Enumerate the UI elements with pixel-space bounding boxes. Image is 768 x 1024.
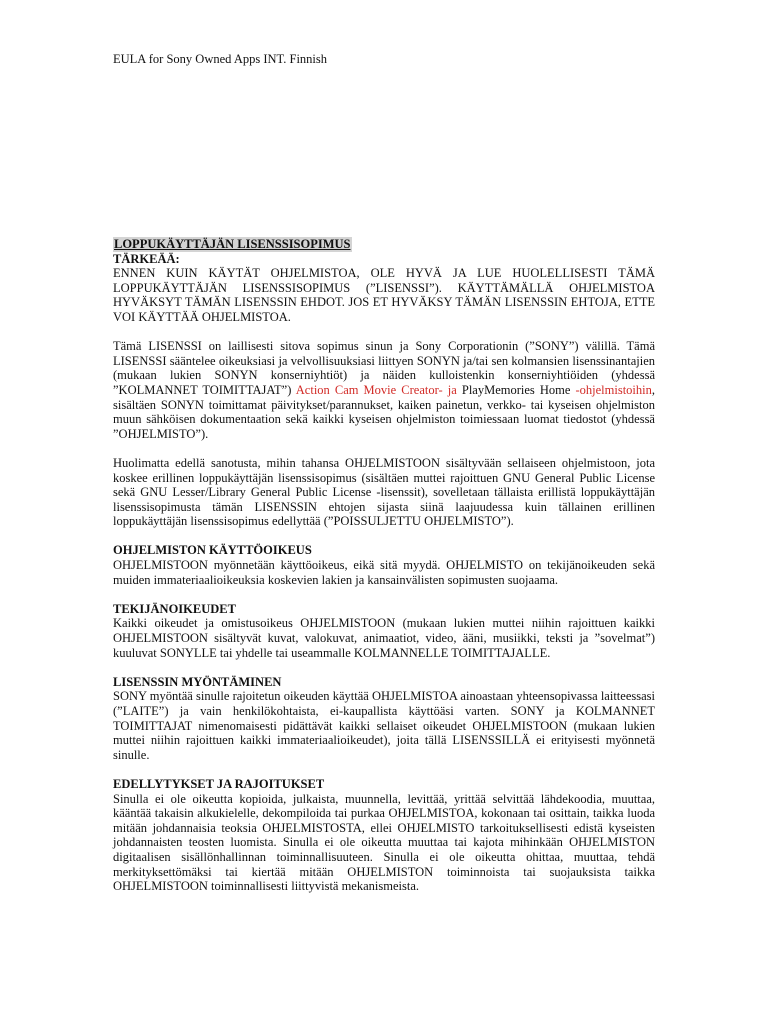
intro-text-start: Tämä LISENSSI on laillisesti sitova sopimus sinun ja Sony Corporationin (”SONY”) välillä. Tämä LISENSSI sääntelee oikeuksiasi ja velvollisuuksiasi liittyen SONYN ja/tai sen kolmansien lisenssinantajien (mukaan lukien SONYN konserniyhtiöt) ja näiden kulloistenkin konserniyhtiöiden (yhdessä ”KOLMANNET TOIMITTAJAT”) [113,339,655,397]
section-body-restrictions: Sinulla ei ole oikeutta kopioida, julkaista, muunnella, levittää, yrittää selvittää lähdekoodia, muuttaa, kääntää takaisin alkukielelle, dekompiloida tai purkaa OHJELMISTOA, kokonaan tai osittain, taikka luoda mitään johdannaisia teoksia OHJELMISTOSTA, ellei OHJELMISTO tarkoituksellisesti edistä kyseisten johdannaisten teosten luomista. Sinulla ei ole oikeutta muuttaa tai kajota mihinkään OHJELMISTON digitaalisen sisällönhallinnan toiminnallisuuteen. Sinulla ei ole oikeutta ohittaa, muuttaa, tehdä merkityksettömäksi tai kiertää mitään OHJELMISTON toiminnoista tai suojauksista taikka OHJELMISTOON toiminnallisesti liittyvistä mekanismeista. [113,791,655,894]
section-body-license: OHJELMISTOON myönnetään käyttöoikeus, eikä sitä myydä. OHJELMISTO on tekijänoikeuden sekä muiden immateriaalioikeuksia koskevien lakien ja kansainvälisten sopimusten suojaama. [113,558,655,587]
document-title: LOPPUKÄYTTÄJÄN LISENSSISOPIMUS [114,237,351,251]
intro-text-mid: PlayMemories Home [456,382,576,397]
document-header: EULA for Sony Owned Apps INT. Finnish [113,52,328,66]
section-body-copyright: Kaikki oikeudet ja omistusoikeus OHJELMISTOON (mukaan lukien muttei niihin rajoittuen kaikki OHJELMISTOON sisältyvät kuvat, valokuvat, animaatiot, video, ääni, musiikki, teksti ja ”sovelmat”) kuuluvat SONYLLE tai yhdelle tai useammalle KOLMANNELLE TOIMITTAJALLE. [113,616,655,660]
important-notice: ENNEN KUIN KÄYTÄT OHJELMISTOA, OLE HYVÄ JA LUE HUOLELLISESTI TÄMÄ LOPPUKÄYTTÄJÄN LISENSSISOPIMUS (”LISENSSI”). KÄYTTÄMÄLLÄ OHJELMISTOA HYVÄKSYT TÄMÄN LISENSSIN EHDOT. JOS ET HYVÄKSY TÄMÄN LISENSSIN EHTOJA, ETTE VOI KÄYTTÄÄ OHJELMISTOA. [113,266,655,324]
section-heading-grant: LISENSSIN MYÖNTÄMINEN [113,674,282,689]
important-label: TÄRKEÄÄ: [113,251,180,266]
section-heading-license: OHJELMISTON KÄYTTÖOIKEUS [113,543,312,558]
section-heading-copyright: TEKIJÄNOIKEUDET [113,601,236,616]
excluded-software-paragraph: Huolimatta edellä sanotusta, mihin tahansa OHJELMISTOON sisältyvään sellaiseen ohjelmistoon, jota koskee erillinen loppukäyttäjän lisenssisopimus (sisältäen muttei rajoittuen GNU General Public License sekä GNU Lesser/Library General Public License -lisenssit), sovelletaan tällaista erillistä loppukäyttäjän lisenssisopimusta tämän LISENSSIN ehtojen sijasta siinä laajuudessa kuin tällainen erillinen loppukäyttäjän lisenssisopimus edellyttää (”POISSULJETTU OHJELMISTO”). [113,455,655,529]
intro-highlight-product-2: -ohjelmistoihin [575,382,652,397]
intro-paragraph [113,339,655,441]
section-heading-restrictions: EDELLYTYKSET JA RAJOITUKSET [113,776,325,791]
document-title-wrap [113,237,655,252]
section-body-grant: SONY myöntää sinulle rajoitetun oikeuden käyttää OHJELMISTOA ainoastaan yhteensopivassa laitteessasi (”LAITE”) ja vain henkilökohtaista, ei-kaupallista käyttöäsi varten. SONY ja KOLMANNET TOIMITTAJAT nimenomaisesti pidättävät kaikki sellaiset oikeudet OHJELMISTOON (mukaan lukien muttei niihin rajoittuen kaikki immateriaalioikeudet), joita tällä LISENSSILLÄ ei erityisesti myönnetä sinulle. [113,689,655,762]
intro-highlight-product-1: Action Cam Movie Creator- ja [295,382,457,397]
document-body [113,237,655,894]
intro-text-end: , sisältäen SONYN toimittamat päivitykset/parannukset, kaiken painetun, verkko- tai kyseisen ohjelmiston muun sähköisen dokumentaation sekä kaikki kyseisen ohjelmiston toimiessaan luomat tiedostot (yhdessä ”OHJELMISTO”). [113,382,655,441]
